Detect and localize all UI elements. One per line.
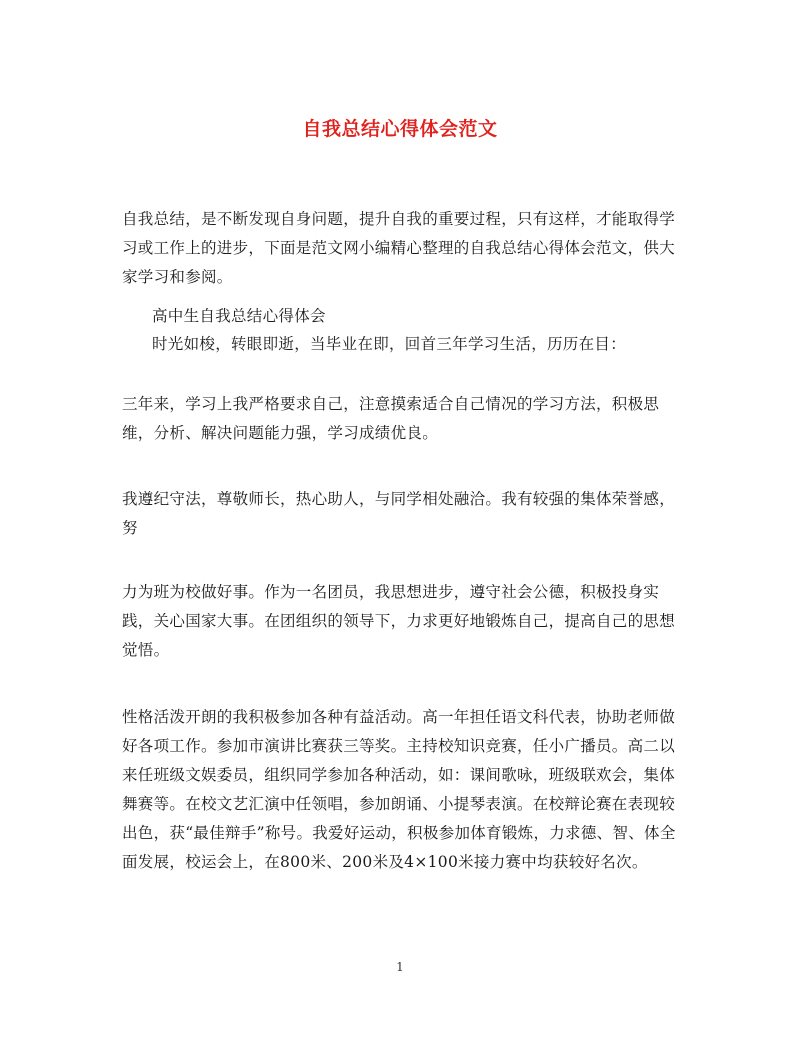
paragraph-service: 力为班为校做好事。作为一名团员，我思想进步，遵守社会公德，积极投身实践，关心国家大事。在团组织的领导下，力求更好地锻炼自己，提高自己的思想觉悟。 — [122, 583, 676, 659]
section-subtitle: 高中生自我总结心得体会 — [152, 307, 326, 325]
page-title: 自我总结心得体会范文 — [302, 118, 498, 140]
paragraph-study: 三年来，学习上我严格要求自己，注意摸索适合自己情况的学习方法，积极思维，分析、解决问题能力强，学习成绩优良。 — [122, 395, 660, 442]
paragraph-discipline: 我遵纪守法，尊敬师长，热心助人，与同学相处融洽。我有较强的集体荣誉感，努 — [122, 490, 676, 537]
paragraph-intro: 自我总结，是不断发现自身问题，提升自我的重要过程，只有这样，才能取得学习或工作上的进步，下面是范文网小编精心整理的自我总结心得体会范文，供大家学习和参阅。 — [122, 210, 676, 286]
page-number: 1 — [396, 960, 404, 974]
paragraph-opening: 时光如梭，转眼即逝，当毕业在即，回首三年学习生活，历历在目： — [152, 335, 627, 353]
paragraph-activities: 性格活泼开朗的我积极参加各种有益活动。高一年担任语文科代表，协助老师做好各项工作。参加市演讲比赛获三等奖。主持校知识竞赛，任小广播员。高二以来任班级文娱委员，组织同学参加各种活动，如：课间歌咏，班级联欢会，集体舞赛等。在校文艺汇演中任领唱，参加朗诵、小提琴表演。在校辩论赛在表现较出色，获“最佳辩手”称号。我爱好运动，积极参加体育锻炼，力求德、智、体全面发展，校运会上，在800米、200米及4×100米接力赛中均获较好名次。 — [122, 708, 676, 871]
